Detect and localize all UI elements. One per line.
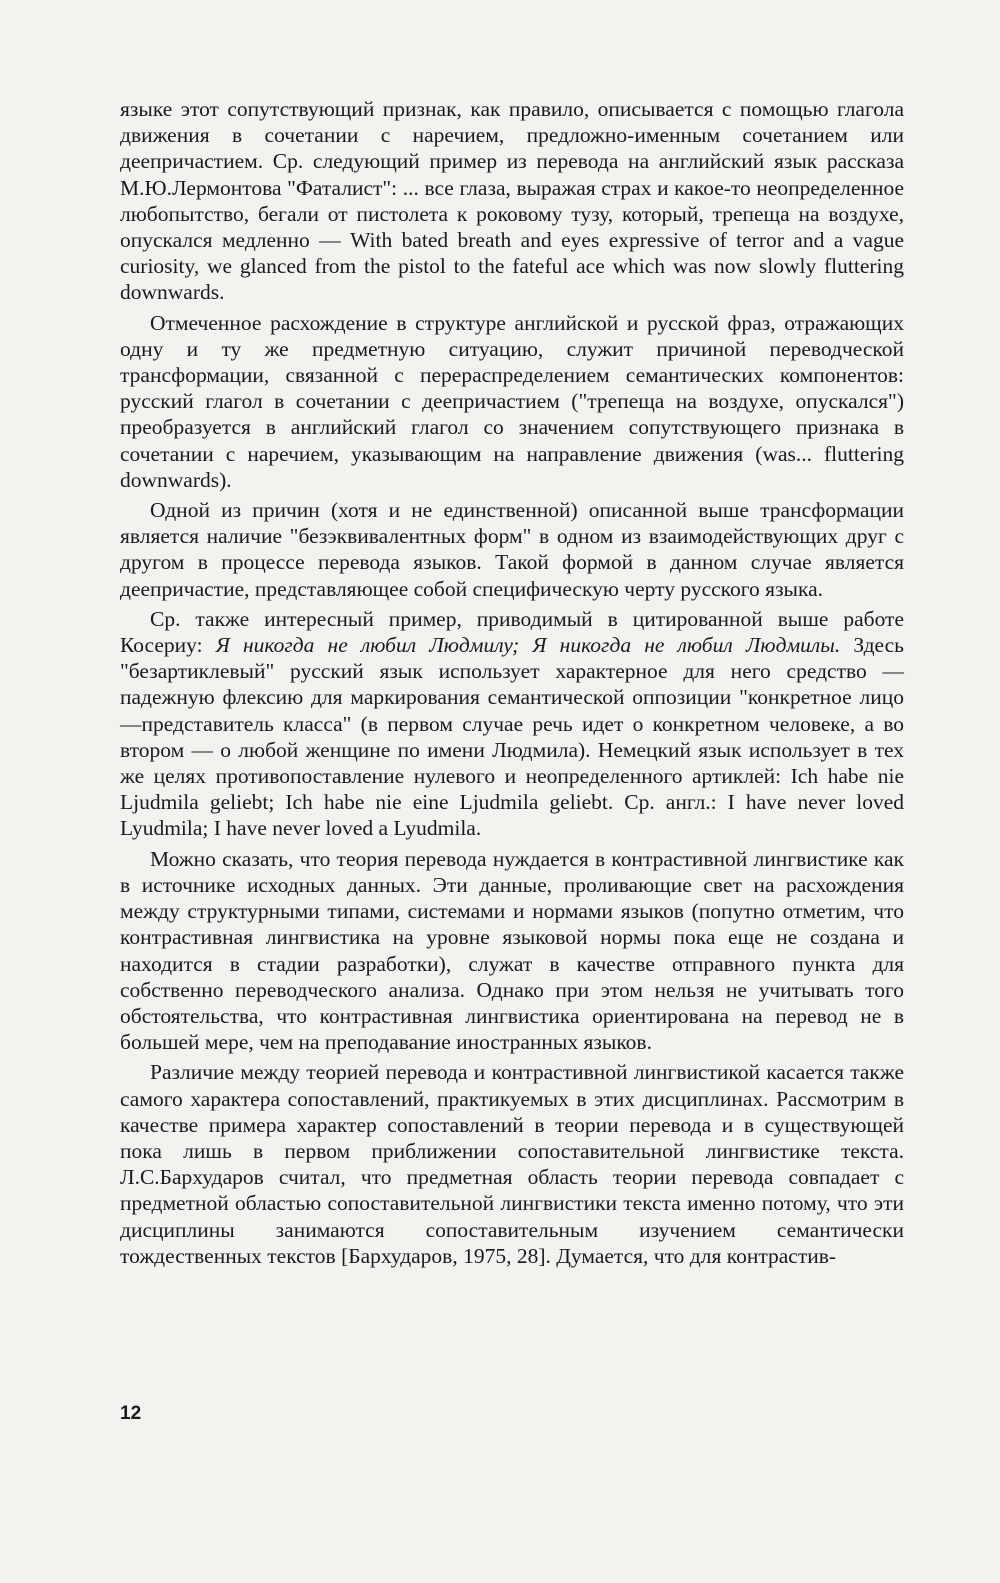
paragraph-2: Отмеченное расхождение в структуре английской и русской фраз, отражающих одну и ту же предметную ситуацию, служит причиной переводческой трансформации, связанной с перераспределением семантических компонентов: русский глагол в сочетании с деепричастием ("трепеща на воздухе, опускался") преобразуется в английский глагол со значением сопутствующего признака в сочетании с наречием, указывающим на направление движения (was... fluttering downwards).	[120, 310, 904, 492]
paragraph-6: Различие между теорией перевода и контрастивной лингвистикой касается также самого характера сопоставлений, практикуемых в этих дисциплинах. Рассмотрим в качестве примера характер сопоставлений в теории перевода и в существующей пока лишь в первом приближении сопоставительной лингвистике текста. Л.С.Бархударов считал, что предметная область теории перевода совпадает с предметной областью сопоставительной лингвистики текста именно потому, что эти дисциплины занимаются сопоставительным изучением семантически тождественных текстов [Бархударов, 1975, 28]. Думается, что для контрастив-	[120, 1060, 904, 1268]
page-number: 12	[120, 1403, 142, 1424]
paragraph-4-after: Здесь "безартиклевый" русский язык использует характерное для него средство — падежную флексию для маркирования семантической оппозиции "конкретное лицо—представитель класса" (в первом случае речь идет о конкретном человеке, а во втором — о любой женщине по имени Людмила). Немецкий язык использует в тех же целях противопоставление нулевого и неопределенного артиклей: Ich habe nie Ljudmila geliebt; Ich habe nie eine Ljudmila geliebt. Ср. англ.: I have never loved Lyudmila; I have never loved a Lyudmila.	[120, 633, 904, 841]
paragraph-5: Можно сказать, что теория перевода нуждается в контрастивной лингвистике как в источнике исходных данных. Эти данные, проливающие свет на расхождения между структурными типами, системами и нормами языков (попутно отметим, что контрастивная лингвистика на уровне языковой нормы пока еще не создана и находится в стадии разработки), служат в качестве отправного пункта для собственно переводческого анализа. Однако при этом нельзя не учитывать того обстоятельства, что контрастивная лингвистика ориентирована на перевод не в большей мере, чем на преподавание иностранных языков.	[120, 846, 904, 1055]
page-text	[120, 96, 904, 1273]
paragraph-3: Одной из причин (хотя и не единственной) описанной выше трансформации является наличие "безэквивалентных форм" в одном из взаимодействующих друг с другом в процессе перевода языков. Такой формой в данном случае является деепричастие, представляющее собой специфическую черту русского языка.	[120, 498, 904, 601]
paragraph-4-italic-example: Я никогда не любил Людмилу; Я никогда не любил Людмилы.	[215, 633, 841, 658]
paragraph-4-before: Ср. также интересный пример, приводимый в цитированной выше работе Косериу:	[120, 606, 904, 658]
paragraph-4	[120, 606, 904, 842]
paragraph-1: языке этот сопутствующий признак, как правило, описывается с помощью глагола движения в сочетании с наречием, предложно-именным сочетанием или деепричастием. Ср. следующий пример из перевода на английский язык рассказа М.Ю.Лермонтова "Фаталист": ... все глаза, выражая страх и какое-то неопределенное любопытство, бегали от пистолета к роковому тузу, который, трепеща на воздухе, опускался медленно — With bated breath and eyes expressive of terror and a vague curiosity, we glanced from the pistol to the fateful ace which was now slowly fluttering downwards.	[120, 97, 904, 305]
